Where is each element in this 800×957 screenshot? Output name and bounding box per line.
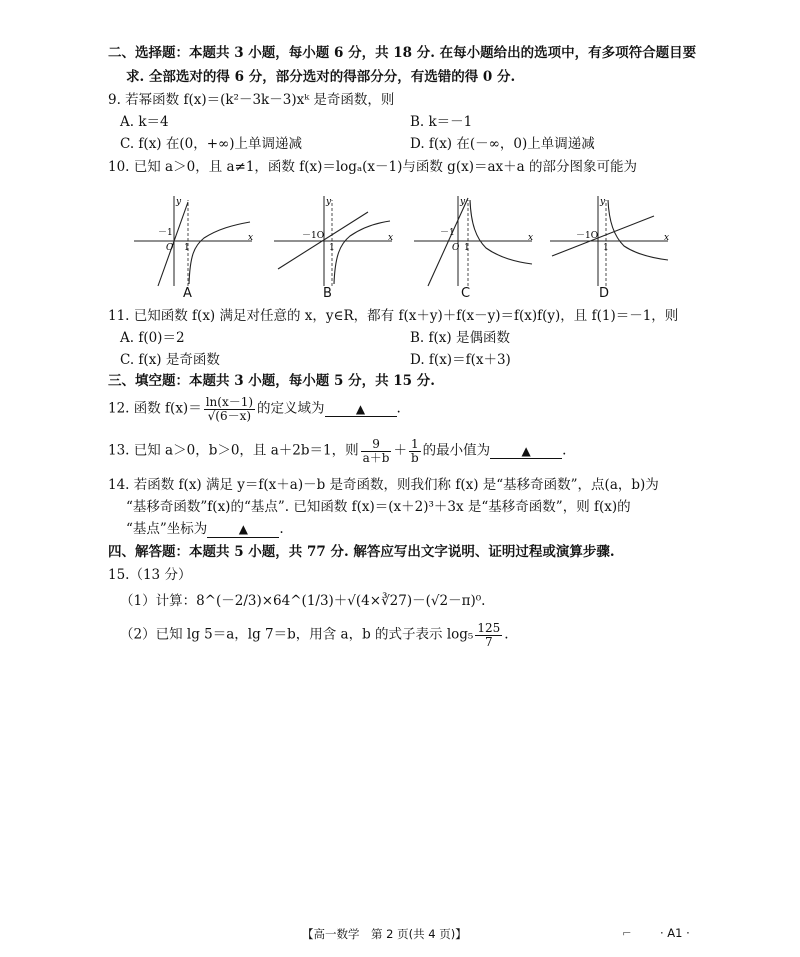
q11-stem: 11. 已知函数 f(x) 满足对任意的 x，y∈R，都有 f(x＋y)＋f(x－y)＝f(x)f(y)，且 f(1)＝－1，则 [108, 308, 679, 324]
tick-neg1: －1 [440, 228, 455, 238]
section2-heading-line2: 求. 全部选对的得 6 分，部分选对的得部分分，有选错的得 0 分. [126, 69, 516, 85]
q13-fraction-2 [409, 438, 421, 464]
q12-answer-blank: ▲ [325, 403, 397, 418]
graph-b-label: B [323, 286, 332, 301]
tick-neg1-o: －1O [576, 231, 599, 241]
q14-end: . [279, 521, 284, 537]
q13-answer-blank: ▲ [490, 445, 562, 460]
q10-stem: 10. 已知 a＞0，且 a≠1，函数 f(x)＝logₐ(x－1)与函数 g(x)＝ax＋a 的部分图象可能为 [108, 159, 637, 175]
axis-y-label: y [600, 197, 606, 207]
axis-y-label: y [326, 197, 332, 207]
q13-prefix: 13. 已知 a＞0，b＞0，且 a＋2b＝1，则 [108, 442, 359, 459]
q13-frac2-num: 1 [409, 438, 421, 452]
q13-fraction-1 [361, 438, 392, 464]
tick-1: 1 [464, 243, 470, 253]
section4-heading: 四、解答题：本题共 5 小题，共 77 分. 解答应写出文字说明、证明过程或演算步骤. [108, 544, 615, 560]
curve-f [470, 200, 532, 264]
q14-line2: “基移奇函数”f(x)的“基点”. 已知函数 f(x)＝(x＋2)³＋3x 是“基移奇函数”，则 f(x)的 [126, 499, 631, 515]
axis-y-label: y [460, 197, 466, 207]
q11-option-d: D. f(x)＝f(x＋3) [410, 352, 511, 368]
axis-x-label: x [528, 233, 534, 243]
graph-c-label: C [461, 286, 471, 301]
q13-frac1-num: 9 [361, 438, 392, 452]
axis-y-label: y [176, 197, 182, 207]
q14-line3 [126, 522, 284, 538]
q9-option-c: C. f(x) 在(0，+∞)上单调递减 [120, 136, 303, 152]
q11-option-a: A. f(0)＝2 [120, 330, 185, 346]
tick-origin: O [452, 243, 460, 253]
q13-end: . [562, 442, 567, 459]
q14-line3-prefix: “基点”坐标为 [126, 521, 208, 537]
tick-neg1: －1 [158, 228, 173, 238]
graph-d-label: D [599, 286, 610, 301]
tick-1: 1 [603, 243, 609, 253]
q14-answer-blank: ▲ [207, 523, 279, 538]
q12-prefix: 12. 函数 f(x)＝ [108, 400, 202, 417]
line-g [428, 198, 468, 286]
q14-line1: 14. 若函数 f(x) 满足 y＝f(x＋a)－b 是奇函数，则我们称 f(x) 是“基移奇函数”，点(a，b)为 [108, 477, 659, 493]
section2-heading-line1: 二、选择题：本题共 3 小题，每小题 6 分，共 18 分. 在每小题给出的选项中，有多项符合题目要 [108, 45, 697, 61]
graph-a-label: A [183, 286, 192, 301]
q13-frac1-den: a＋b [362, 450, 390, 465]
curve-f [189, 222, 250, 284]
footer-mark: ⌐ [622, 926, 632, 940]
footer-code: · A1 · [660, 926, 690, 940]
axis-x-label: x [388, 233, 394, 243]
q15-part2-end: . [504, 626, 509, 643]
q9-option-d: D. f(x) 在(－∞，0)上单调递减 [410, 136, 595, 152]
axis-x-label: x [664, 233, 670, 243]
graph-b [268, 194, 398, 288]
q12-frac-den: √(6－x) [207, 408, 252, 423]
q15-part1: （1）计算：8^(－2/3)×64^(1/3)＋√(4×∛27)－(√2－π)⁰. [120, 593, 486, 609]
q12-line [108, 396, 401, 422]
tick-1: 1 [329, 243, 335, 253]
graph-d [544, 194, 674, 288]
tick-neg1-o: －1O [302, 231, 325, 241]
q12-frac-num: ln(x－1) [205, 395, 254, 409]
q11-option-b: B. f(x) 是偶函数 [410, 330, 510, 346]
q13-line [108, 438, 566, 464]
q12-end: . [396, 400, 401, 417]
q15-frac-den: 7 [484, 634, 493, 649]
q12-fraction [204, 396, 255, 422]
q13-suffix: 的最小值为 [422, 442, 491, 459]
q9-option-a: A. k＝4 [120, 114, 169, 130]
curve-f [334, 221, 390, 284]
q15-frac-num: 125 [477, 621, 501, 635]
q9-stem: 9. 若幂函数 f(x)＝(k²－3k－3)xᵏ 是奇函数，则 [108, 92, 395, 108]
graph-a [128, 194, 258, 288]
q13-plus: ＋ [393, 442, 407, 459]
q12-suffix: 的定义域为 [257, 400, 325, 417]
graph-c [408, 194, 538, 288]
axis-x-label: x [248, 233, 254, 243]
footer-page-info: 【高一数学 第 2 页(共 4 页)】 [302, 927, 467, 941]
q15-title: 15.（13 分） [108, 567, 192, 583]
q15-part2-fraction [475, 622, 502, 648]
q15-part2-prefix: （2）已知 lg 5＝a，lg 7＝b，用含 a，b 的式子表示 log₅ [120, 626, 474, 643]
q13-frac2-den: b [410, 450, 419, 465]
tick-origin: O [166, 243, 174, 253]
tick-1: 1 [184, 243, 190, 253]
section3-heading: 三、填空题：本题共 3 小题，每小题 5 分，共 15 分. [108, 373, 435, 389]
q11-option-c: C. f(x) 是奇函数 [120, 352, 220, 368]
q15-part2 [120, 622, 509, 648]
q9-option-b: B. k＝－1 [410, 114, 473, 130]
